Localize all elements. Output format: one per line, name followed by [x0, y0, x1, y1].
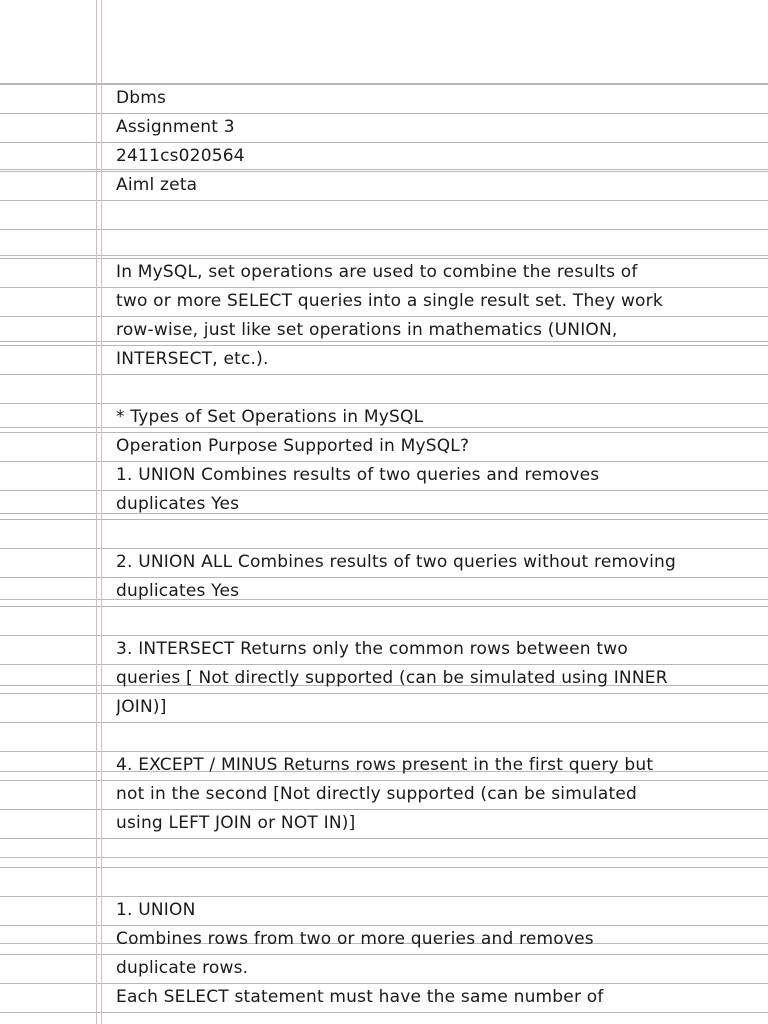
margin-line: [96, 0, 97, 1024]
rule-line: [0, 606, 768, 607]
section-line: Aiml zeta: [116, 175, 198, 195]
type-item-line: duplicates Yes: [116, 494, 240, 514]
rule-line: [0, 519, 768, 520]
union-line: Combines rows from two or more queries and removes: [116, 929, 594, 949]
rule-line: [0, 867, 768, 868]
union-line: Each SELECT statement must have the same number of: [116, 987, 604, 1007]
intro-line: two or more SELECT queries into a single result set. They work: [116, 291, 663, 311]
type-item-line: JOIN)]: [116, 697, 167, 717]
intro-line: INTERSECT, etc.).: [116, 349, 269, 369]
type-item-line: 4. EXCEPT / MINUS Returns rows present in the first query but: [116, 755, 654, 775]
type-item-line: 2. UNION ALL Combines results of two queries without removing: [116, 552, 676, 572]
rule-line: [0, 200, 768, 201]
rule-line: [0, 229, 768, 230]
type-item-line: 3. INTERSECT Returns only the common rows between two: [116, 639, 628, 659]
rule-line: [0, 838, 768, 839]
type-item-line: 1. UNION Combines results of two queries and removes: [116, 465, 600, 485]
union-line: duplicate rows.: [116, 958, 249, 978]
rule-line: [0, 374, 768, 375]
type-item-line: queries [ Not directly supported (can be simulated using INNER: [116, 668, 668, 688]
types-heading: * Types of Set Operations in MySQL: [116, 407, 424, 427]
subject-line: Dbms: [116, 88, 167, 108]
margin-line: [101, 0, 102, 1024]
intro-line: In MySQL, set operations are used to combine the results of: [116, 262, 638, 282]
union-title: 1. UNION: [116, 900, 196, 920]
type-item-line: using LEFT JOIN or NOT IN)]: [116, 813, 356, 833]
assignment-line: Assignment 3: [116, 117, 235, 137]
type-item-line: duplicates Yes: [116, 581, 240, 601]
types-columns-line: Operation Purpose Supported in MySQL?: [116, 436, 470, 456]
rule-line: [0, 1012, 768, 1013]
intro-line: row-wise, just like set operations in mathematics (UNION,: [116, 320, 618, 340]
rule-line: [0, 722, 768, 723]
roll-number-line: 2411cs020564: [116, 146, 245, 166]
type-item-line: not in the second [Not directly supported (can be simulated: [116, 784, 638, 804]
